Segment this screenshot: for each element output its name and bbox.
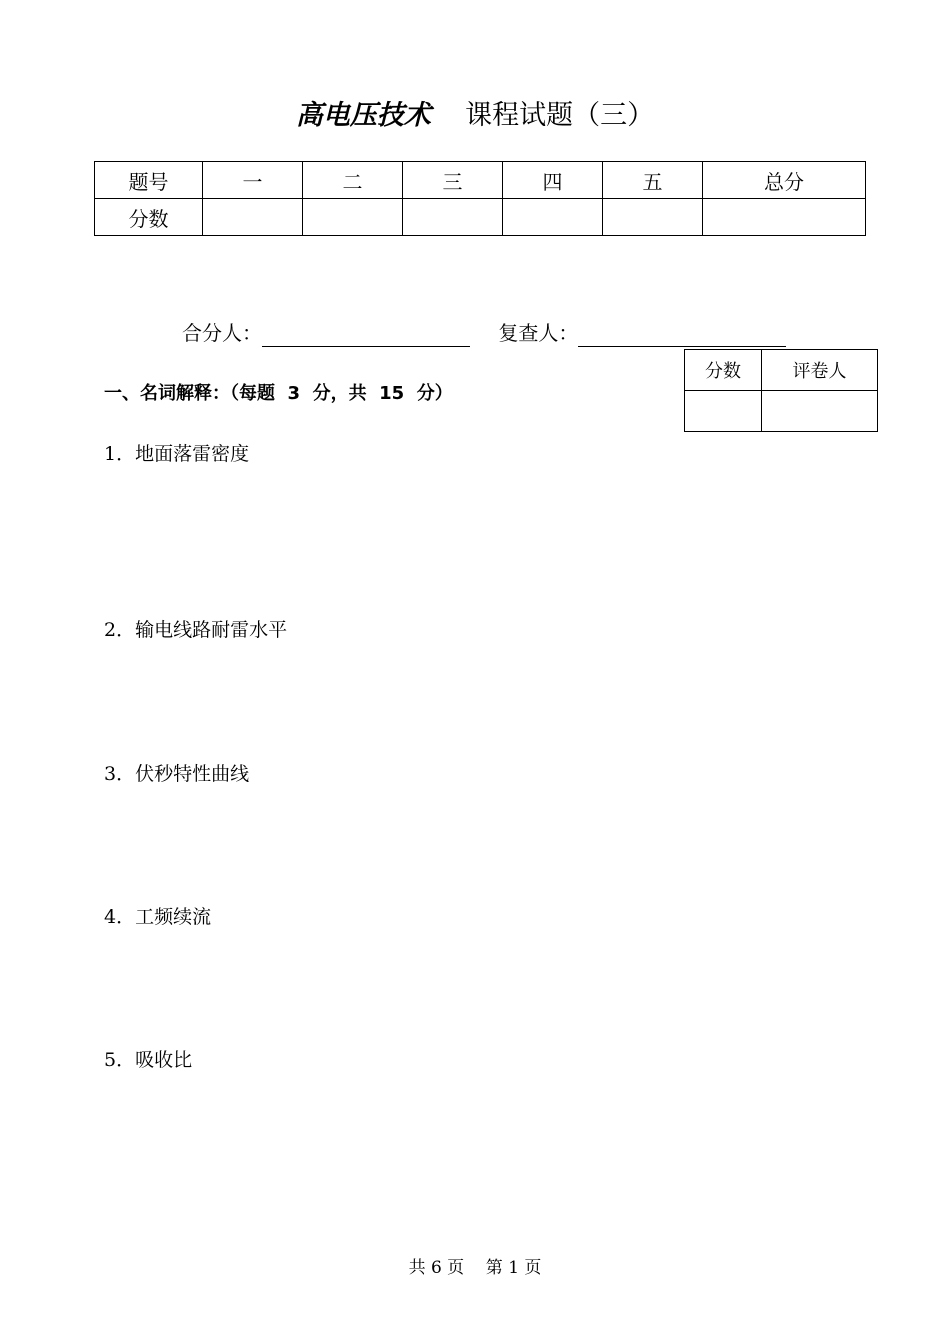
grader-score-cell[interactable] xyxy=(685,391,762,432)
score-cell-part-5[interactable] xyxy=(603,199,703,236)
checker-signature-blank[interactable] xyxy=(578,322,786,347)
section-title: 一、名词解释：（每题 3 分，共 15 分） xyxy=(104,383,453,404)
header-part-4: 四 xyxy=(503,162,603,199)
header-total: 总分 xyxy=(703,162,866,199)
document-title xyxy=(0,98,950,134)
header-part-2: 二 xyxy=(303,162,403,199)
question-4: 4．工频续流 xyxy=(104,906,212,928)
score-cell-part-4[interactable] xyxy=(503,199,603,236)
question-1: 1．地面落雷密度 xyxy=(104,443,250,465)
score-cell-part-3[interactable] xyxy=(403,199,503,236)
combiner-label: 合分人： xyxy=(182,321,262,345)
course-subject: 高电压技术 xyxy=(295,100,431,131)
page-footer: 共 6 页 第 1 页 xyxy=(408,1258,542,1278)
score-table-header-row xyxy=(95,162,866,199)
header-part-1: 一 xyxy=(203,162,303,199)
header-question-number: 题号 xyxy=(95,162,203,199)
grader-table xyxy=(684,349,878,432)
question-2: 2．输电线路耐雷水平 xyxy=(104,619,288,641)
score-row-label: 分数 xyxy=(95,199,203,236)
score-summary-table xyxy=(94,161,866,236)
grader-table-header-row xyxy=(685,350,878,391)
signature-line xyxy=(182,319,786,347)
score-table-score-row xyxy=(95,199,866,236)
grader-name-label: 评卷人 xyxy=(762,350,878,391)
exam-name: 课程试题（三） xyxy=(465,100,655,131)
question-3: 3．伏秒特性曲线 xyxy=(104,763,250,785)
combiner-signature-blank[interactable] xyxy=(262,322,470,347)
grader-score-label: 分数 xyxy=(685,350,762,391)
checker-label: 复查人： xyxy=(498,321,579,345)
score-cell-total[interactable] xyxy=(703,199,866,236)
grader-table-entry-row xyxy=(685,391,878,432)
score-cell-part-1[interactable] xyxy=(203,199,303,236)
header-part-3: 三 xyxy=(403,162,503,199)
grader-name-cell[interactable] xyxy=(762,391,878,432)
question-5: 5．吸收比 xyxy=(104,1049,193,1071)
score-cell-part-2[interactable] xyxy=(303,199,403,236)
header-part-5: 五 xyxy=(603,162,703,199)
